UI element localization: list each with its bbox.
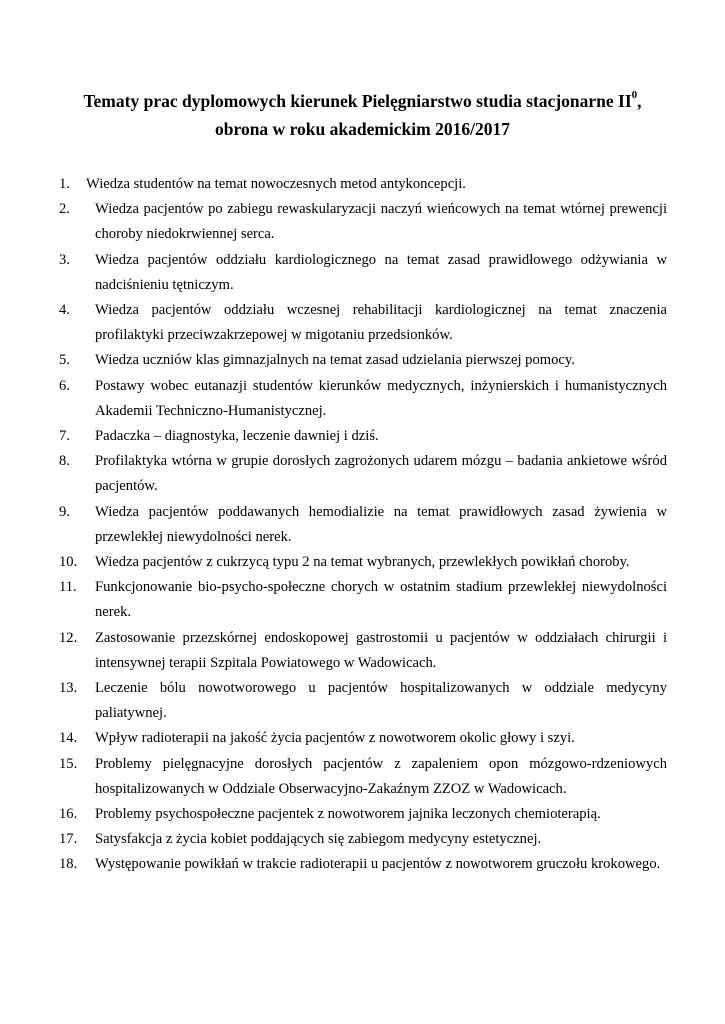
list-item-text: Wiedza pacjentów z cukrzycą typu 2 na temat wybranych, przewlekłych powikłań choroby. bbox=[95, 554, 630, 571]
list-item-number: 6. bbox=[59, 377, 70, 394]
list-item-number: 12. bbox=[59, 629, 78, 646]
list-item-text: Wpływ radioterapii na jakość życia pacjentów z nowotworem okolic głowy i szyi. bbox=[95, 730, 575, 747]
list-item-number: 4. bbox=[59, 302, 70, 319]
list-item-text: Funkcjonowanie bio-psycho-społeczne chorych w ostatnim stadium przewlekłej niewydolności nerek. bbox=[95, 579, 667, 621]
title-text: Tematy prac dyplomowych kierunek Pielęgniarstwo studia stacjonarne II bbox=[83, 90, 632, 111]
list-item-number: 1. bbox=[59, 176, 70, 192]
list-item bbox=[59, 298, 667, 348]
list-item bbox=[59, 752, 667, 802]
title-suffix: , bbox=[637, 90, 642, 111]
list-item-text: Padaczka – diagnostyka, leczenie dawniej i dziś. bbox=[95, 428, 379, 445]
list-item bbox=[59, 172, 667, 197]
list-item-number: 7. bbox=[59, 428, 70, 445]
list-item-text: Wiedza uczniów klas gimnazjalnych na temat zasad udzielania pierwszej pomocy. bbox=[95, 352, 575, 369]
list-item-text: Wiedza pacjentów po zabiegu rewaskularyzacji naczyń wieńcowych na temat wtórnej prewencji choroby niedokrwiennej serca. bbox=[95, 201, 667, 243]
list-item-number: 17. bbox=[59, 831, 78, 848]
document-title-line1 bbox=[60, 86, 665, 112]
list-item-text: Problemy pielęgnacyjne dorosłych pacjentów z zapaleniem opon mózgowo-rdzeniowych hospitalizowanych w Oddziale Obserwacyjno-Zakaźnym ZZOZ w Wadowicach. bbox=[95, 755, 667, 797]
list-item-number: 9. bbox=[59, 503, 70, 520]
list-item bbox=[59, 852, 667, 877]
list-item bbox=[59, 424, 667, 449]
list-item bbox=[59, 197, 667, 247]
list-item-text: Problemy psychospołeczne pacjentek z nowotworem jajnika leczonych chemioterapią. bbox=[95, 806, 601, 823]
list-item-number: 11. bbox=[59, 579, 77, 596]
list-item-text: Satysfakcja z życia kobiet poddających się zabiegom medycyny estetycznej. bbox=[95, 831, 542, 848]
list-item bbox=[59, 248, 667, 298]
list-item-text: Zastosowanie przezskórnej endoskopowej gastrostomii u pacjentów w oddziałach chirurgii i intensywnej terapii Szpitala Powiatowego w Wadowicach. bbox=[95, 629, 667, 671]
list-item bbox=[59, 726, 667, 751]
list-item bbox=[59, 374, 667, 424]
list-item-number: 8. bbox=[59, 453, 70, 470]
list-item bbox=[59, 348, 667, 373]
list-item-number: 16. bbox=[59, 806, 78, 823]
list-item bbox=[59, 626, 667, 676]
title-superscript: 0 bbox=[631, 89, 638, 101]
list-item-text: Wiedza pacjentów oddziału kardiologicznego na temat zasad prawidłowego odżywiania w nadciśnieniu tętniczym. bbox=[95, 251, 667, 293]
list-item-number: 3. bbox=[59, 251, 70, 268]
list-item-number: 15. bbox=[59, 755, 78, 772]
document-title-line2: obrona w roku akademickim 2016/2017 bbox=[215, 119, 510, 139]
list-item-number: 13. bbox=[59, 680, 78, 697]
list-item-number: 5. bbox=[59, 352, 70, 369]
list-item bbox=[59, 500, 667, 550]
list-item-text: Leczenie bólu nowotworowego u pacjentów hospitalizowanych w oddziale medycyny paliatywnej. bbox=[95, 680, 667, 722]
list-item bbox=[59, 449, 667, 499]
topic-list bbox=[59, 172, 667, 878]
list-item-number: 10. bbox=[59, 554, 78, 571]
list-item-text: Profilaktyka wtórna w grupie dorosłych zagrożonych udarem mózgu – badania ankietowe wśród pacjentów. bbox=[95, 453, 667, 495]
list-item-text: Wiedza studentów na temat nowoczesnych metod antykoncepcji. bbox=[86, 176, 466, 192]
list-item-number: 2. bbox=[59, 201, 70, 218]
list-item-number: 14. bbox=[59, 730, 78, 747]
list-item-text: Postawy wobec eutanazji studentów kierunków medycznych, inżynierskich i humanistycznych Akademii Techniczno-Humanistycznej. bbox=[95, 377, 667, 419]
list-item-text: Występowanie powikłań w trakcie radioterapii u pacjentów z nowotworem gruczołu krokowego. bbox=[95, 856, 661, 873]
list-item-text: Wiedza pacjentów oddziału wczesnej rehabilitacji kardiologicznej na temat znaczenia profilaktyki przeciwzakrzepowej w migotaniu przedsionków. bbox=[95, 302, 667, 344]
list-item-number: 18. bbox=[59, 856, 78, 873]
list-item-text: Wiedza pacjentów poddawanych hemodializie na temat prawidłowych zasad żywienia w przewlekłej niewydolności nerek. bbox=[95, 503, 667, 545]
list-item bbox=[59, 827, 667, 852]
list-item bbox=[59, 676, 667, 726]
list-item bbox=[59, 550, 667, 575]
list-item bbox=[59, 575, 667, 625]
list-item bbox=[59, 802, 667, 827]
